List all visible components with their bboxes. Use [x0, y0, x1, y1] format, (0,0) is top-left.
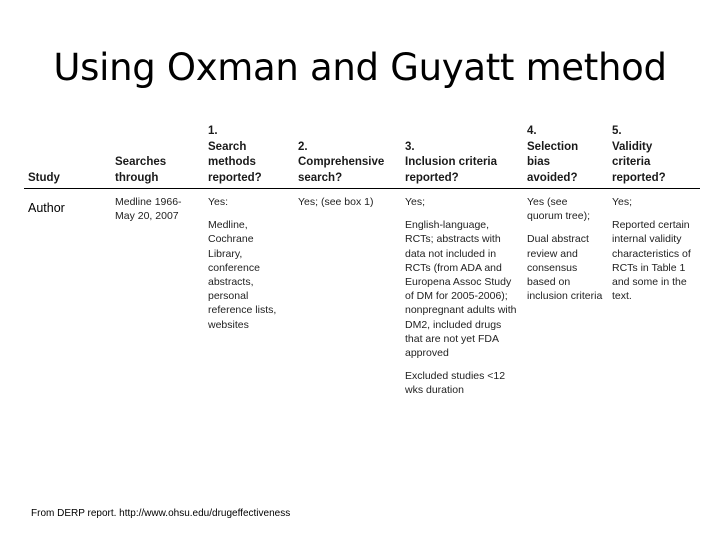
cell-validity	[612, 195, 702, 312]
methods-answer: Yes:	[208, 196, 229, 208]
header-searches: Searches through	[115, 156, 167, 184]
evidence-table	[24, 124, 700, 489]
validity-answer: Yes;	[612, 196, 633, 208]
selection-detail: Dual abstract review and consensus based on inclusion criteria	[527, 233, 603, 303]
slide-title: Using Oxman and Guyatt method	[53, 46, 667, 89]
header-validity: 5. Validity criteria reported?	[612, 125, 666, 184]
cell-searches: Medline 1966- May 20, 2007	[115, 196, 182, 223]
inclusion-answer: Yes;	[405, 196, 426, 208]
cell-search-methods	[208, 195, 290, 341]
header-search-methods: 1. Search methods reported?	[208, 125, 262, 184]
header-study: Study	[28, 171, 60, 184]
cell-inclusion	[405, 195, 523, 407]
methods-detail: Medline, Cochrane Library, conference abstracts, personal reference lists, websites	[208, 219, 277, 331]
header-comprehensive: 2. Comprehensive search?	[298, 140, 385, 184]
header-inclusion: 3. Inclusion criteria reported?	[405, 140, 498, 184]
inclusion-excluded: Excluded studies <12 wks duration	[405, 370, 506, 397]
validity-detail: Reported certain internal validity characteristics of RCTs in Table 1 and some in the text.	[612, 219, 691, 303]
author-label: Author	[28, 201, 65, 215]
cell-comprehensive: Yes; (see box 1)	[298, 196, 374, 208]
inclusion-detail: English-language, RCTs; abstracts with data not included in RCTs (from ADA and Europena Assoc Study of DM for 2005-2006); nonpregnant adults with DM2, included drugs that are not yet FDA approved	[405, 219, 517, 360]
table-header-row	[24, 124, 700, 189]
table-row	[24, 189, 700, 489]
selection-answer: Yes (see quorum tree);	[527, 196, 591, 223]
header-selection-bias: 4. Selection bias avoided?	[527, 125, 579, 184]
source-note: From DERP report. http://www.ohsu.edu/drugeffectiveness	[31, 508, 291, 519]
cell-study	[28, 201, 65, 215]
cell-selection-bias	[527, 195, 611, 312]
